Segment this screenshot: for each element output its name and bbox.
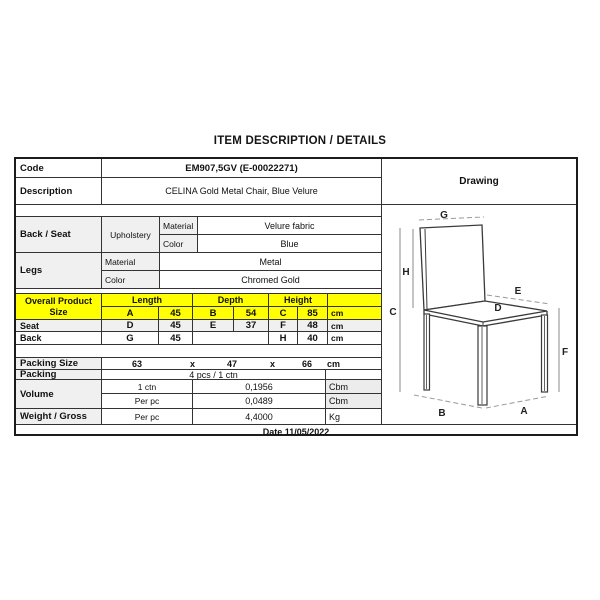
packing-label: Packing [16,370,102,379]
packing-empty-cell [326,370,381,379]
table-row-code [16,159,381,178]
dim-label-d: D [494,303,502,314]
back-seat-material-value: Velure fabric [264,220,315,231]
seat-unit: cm [328,320,381,331]
drawing-area [382,205,576,420]
seat-length-value: 45 [159,320,193,331]
packing-size-label: Packing Size [16,358,102,369]
back-length-key: G [102,332,159,344]
back-seat-color-row [160,235,381,252]
seat-depth-key: E [193,320,234,331]
dim-label-a: A [520,406,528,417]
page-title: ITEM DESCRIPTION / DETAILS [213,135,387,147]
weight-label: Weight / Gross [16,409,102,424]
seat-depth-value: 37 [234,320,269,331]
dim-label-c: C [389,307,397,318]
drawing-title: Drawing [382,159,576,205]
seat-label: Seat [16,320,102,331]
table-row-back-seat [16,217,381,253]
legs-color-label: Color [102,271,160,288]
packing-size-h: 66 [302,358,313,369]
size-overall-row [102,307,381,319]
packing-size-l: 63 [132,358,143,369]
spacer-row [16,205,381,217]
description-label: Description [16,178,102,204]
volume-pc-value: 0,0489 [193,394,326,408]
color-label: Color [160,235,198,252]
length-header: Length [102,294,193,306]
packing-size-values [102,358,381,369]
dim-label-g: G [440,210,448,221]
size-back-row [16,332,381,345]
code-label: Code [16,159,102,177]
material-label: Material [160,217,198,234]
packing-size-x2: x [270,358,276,369]
overall-depth-value: 54 [234,307,269,319]
table-row-description [16,178,381,205]
packing-size-row [16,358,381,370]
seat-height-key: F [269,320,298,331]
overall-height-value: 85 [298,307,328,319]
back-depth-empty-cell [193,332,269,344]
overall-height-key: C [269,307,298,319]
volume-ctn-value: 0,1956 [193,380,326,393]
spec-table [14,157,578,436]
description-value: CELINA Gold Metal Chair, Blue Velure [165,186,318,196]
weight-value: 4,4000 [193,409,326,424]
legs-color-value: Chromed Gold [241,274,300,285]
height-header: Height [269,294,328,306]
code-value: EM907,5GV (E-00022271) [185,162,298,174]
overall-length-value: 45 [159,307,193,319]
unit-header-cell [328,294,381,306]
volume-ctn-unit: Cbm [326,380,381,393]
seat-height-value: 48 [298,320,328,331]
date-value: Date 11/05/2022 [262,426,330,437]
overall-depth-key: B [193,307,234,319]
back-seat-material-row [160,217,381,235]
size-dimension-header-row [102,294,381,307]
legs-color-row [102,271,381,288]
chair-drawing [382,205,576,420]
upholstery-label: Upholstery [102,217,160,252]
size-seat-row [16,320,381,332]
dim-label-b: B [438,408,446,419]
back-label: Back [16,332,102,344]
drawing-column [382,159,576,424]
back-unit: cm [331,333,344,343]
volume-ctn-per: 1 ctn [102,380,193,393]
back-length-value: 45 [159,332,193,344]
back-seat-color-value: Blue [280,238,299,249]
spacer-row [16,345,381,358]
weight-per: Per pc [102,409,193,424]
dim-label-f: F [561,347,569,358]
dim-label-e: E [514,286,522,297]
spec-table-main [16,159,576,424]
legs-material-label: Material [102,253,160,270]
overall-length-key: A [102,307,159,319]
overall-unit: cm [328,307,381,319]
table-row-volume [16,380,381,409]
legs-label: Legs [16,253,102,288]
back-height-value: 40 [298,332,328,344]
overall-product-size-label: Overall Product Size [16,294,102,319]
volume-label: Volume [16,380,102,408]
packing-size-d: 47 [227,358,238,369]
dim-label-h: H [402,267,410,278]
volume-pc-per: Per pc [102,394,193,408]
volume-pc-unit: Cbm [326,394,381,408]
date-row [16,424,576,438]
seat-length-key: D [102,320,159,331]
weight-row [16,409,381,424]
weight-unit: Kg [329,411,341,422]
volume-pc-row [102,394,381,408]
back-seat-label: Back / Seat [16,217,102,252]
spec-table-left [16,159,382,424]
table-row-size-header [16,294,381,320]
packing-size-unit: cm [327,358,341,369]
table-row-legs [16,253,381,289]
legs-material-row [102,253,381,271]
back-height-key: H [269,332,298,344]
legs-material-value: Metal [259,256,282,267]
depth-header: Depth [193,294,269,306]
packing-size-x1: x [190,358,196,369]
volume-ctn-row [102,380,381,394]
packing-row [16,370,381,380]
packing-value: 4 pcs / 1 ctn [102,370,326,379]
